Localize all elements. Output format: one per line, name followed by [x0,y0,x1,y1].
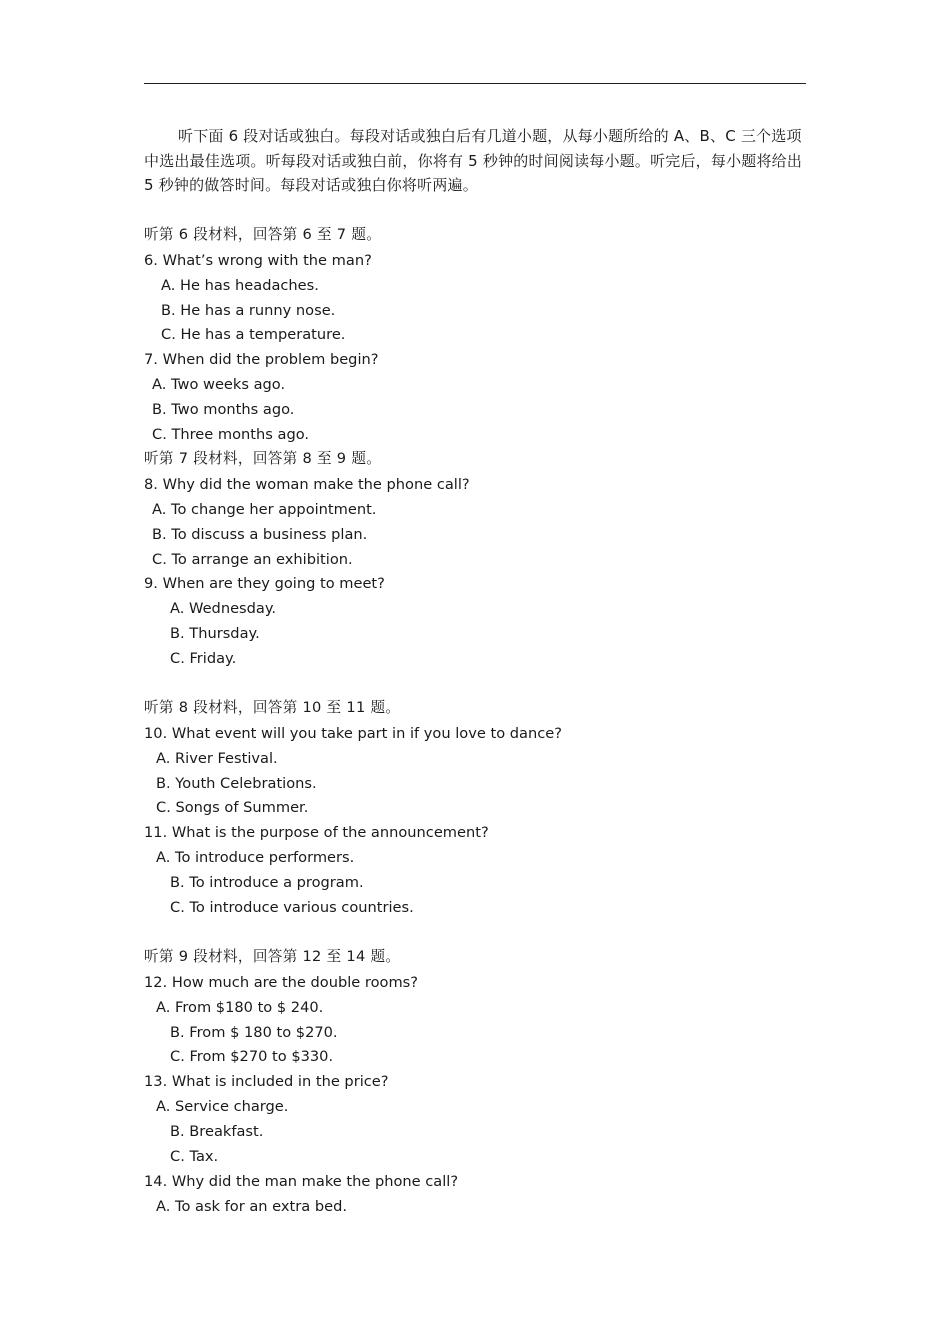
option: B. To introduce a program. [170,874,364,891]
option: C. To arrange an exhibition. [152,551,353,568]
question: 14. Why did the man make the phone call? [144,1173,459,1190]
section-heading: 听第 7 段材料，回答第 8 至 9 题。 [144,450,382,467]
option: B. Thursday. [170,625,260,642]
option: C. Friday. [170,650,237,667]
question: 11. What is the purpose of the announcement? [144,824,489,841]
question: 13. What is included in the price? [144,1073,389,1090]
option: A. He has headaches. [161,277,319,294]
option: C. Tax. [170,1148,219,1165]
option: B. To discuss a business plan. [152,526,368,543]
option: A. To change her appointment. [152,501,377,518]
option: A. Two weeks ago. [152,376,286,393]
question: 9. When are they going to meet? [144,575,385,592]
option: A. Service charge. [156,1098,289,1115]
header-rule [144,83,806,84]
option: A. Wednesday. [170,600,277,617]
option: B. He has a runny nose. [161,302,336,319]
option: B. Youth Celebrations. [156,775,317,792]
option: A. From $180 to $ 240. [156,999,324,1016]
option: C. Songs of Summer. [156,799,309,816]
option: A. River Festival. [156,750,278,767]
section-heading: 听第 6 段材料，回答第 6 至 7 题。 [144,226,382,243]
option: C. Three months ago. [152,426,310,443]
option: C. To introduce various countries. [170,899,414,916]
section-heading: 听第 9 段材料，回答第 12 至 14 题。 [144,948,401,965]
section-heading: 听第 8 段材料，回答第 10 至 11 题。 [144,699,401,716]
option: B. Breakfast. [170,1123,264,1140]
question: 10. What event will you take part in if you love to dance? [144,725,562,742]
option: B. From $ 180 to $270. [170,1024,338,1041]
option: B. Two months ago. [152,401,295,418]
option: A. To introduce performers. [156,849,355,866]
option: C. He has a temperature. [161,326,346,343]
question: 7. When did the problem begin? [144,351,379,368]
question: 8. Why did the woman make the phone call? [144,476,470,493]
question: 12. How much are the double rooms? [144,974,419,991]
question: 6. What’s wrong with the man? [144,252,372,269]
instructions-paragraph [144,124,816,198]
option: C. From $270 to $330. [170,1048,334,1065]
instructions-text: 听下面 6 段对话或独白。每段对话或独白后有几道小题，从每小题所给的 A、B、C 三个选项中选出最佳选项。听每段对话或独白前，你将有 5 秒钟的时间阅读每小题。听完后，每小题将给出 5 秒钟的做答时间。每段对话或独白你将听两遍。 [144,127,803,194]
option: A. To ask for an extra bed. [156,1198,347,1215]
